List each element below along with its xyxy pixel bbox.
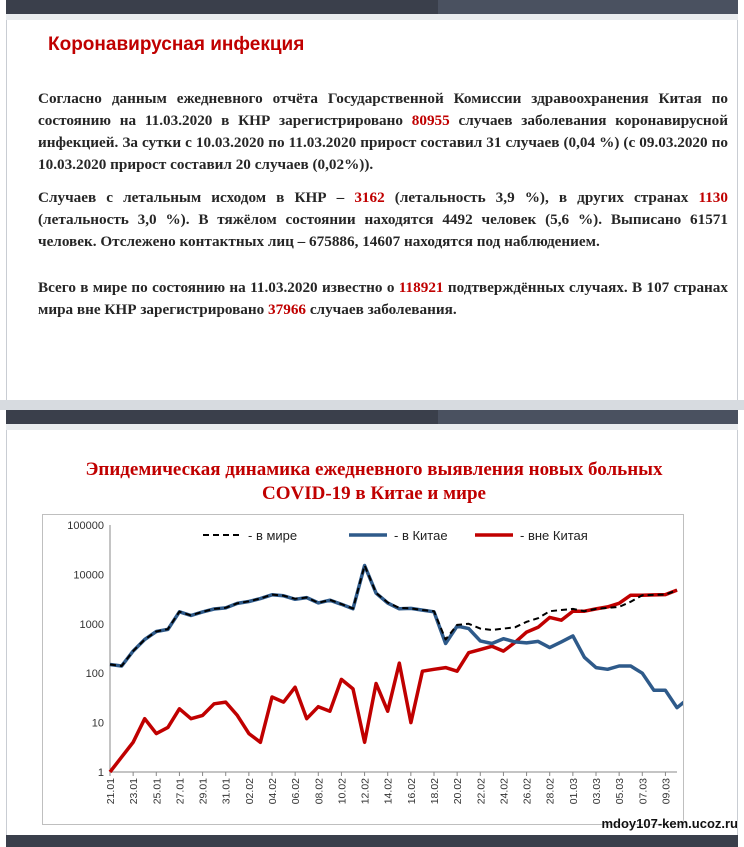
slide-footer-bar — [6, 835, 738, 847]
x-tick-label: 10.02 — [336, 778, 349, 805]
x-tick-label: 20.02 — [452, 778, 465, 805]
x-tick-label: 14.02 — [382, 778, 395, 805]
legend-label: - в Китае — [394, 528, 448, 543]
chart-title — [26, 458, 722, 506]
y-tick-label: 10000 — [73, 569, 104, 582]
x-tick-label: 01.03 — [567, 778, 580, 805]
x-tick-label: 22.02 — [475, 778, 488, 805]
paragraph-text: Всего в мире по состоянию на 11.03.2020 известно о — [38, 279, 399, 296]
paragraph-text: Случаев с летальным исходом в КНР – — [38, 189, 355, 206]
y-tick-label: 100 — [85, 668, 104, 681]
y-tick-label: 10 — [91, 717, 104, 730]
slide-title: Коронавирусная инфекция — [48, 34, 305, 55]
x-tick-label: 12.02 — [359, 778, 372, 805]
x-tick-label: 03.03 — [591, 778, 603, 805]
x-tick-label: 02.02 — [243, 778, 256, 805]
y-tick-label: 1 — [97, 767, 104, 779]
highlighted-number: 3162 — [354, 189, 385, 206]
paragraph-text: случаев заболевания коронавирусной инфекцией. За сутки с 10.03.2020 по 11.03.2020 прирост составил 31 случаев (0,04 %) (с 09.03.2020 по 10.03.2020 прирост составил 20 случаев (0,02%)). — [38, 112, 728, 173]
x-tick-label: 29.01 — [197, 778, 210, 805]
paragraph-text: подтверждённых случаях. В 107 странах мира вне КНР зарегистрировано — [38, 279, 728, 318]
paragraph-world — [38, 277, 728, 321]
slide-info — [6, 0, 738, 400]
x-tick-label: 24.02 — [498, 778, 511, 805]
slide-header-bar — [6, 0, 738, 14]
highlighted-number: 118921 — [398, 279, 444, 296]
legend-label: - в мире — [248, 528, 298, 543]
x-tick-label: 27.01 — [174, 778, 187, 805]
x-tick-label: 05.03 — [614, 778, 627, 805]
series-line-2 — [110, 590, 677, 772]
x-tick-label: 25.01 — [151, 778, 164, 805]
x-tick-label: 07.03 — [637, 778, 650, 805]
x-tick-label: 18.02 — [429, 778, 441, 805]
chart-title-line2: COVID-19 в Китае и мире — [262, 483, 486, 504]
paragraph-text: (летальность 3,9 %), в других странах — [384, 189, 699, 206]
x-tick-label: 21.01 — [105, 778, 117, 805]
slide-header-bar — [6, 410, 738, 424]
x-tick-label: 09.03 — [660, 778, 673, 805]
x-tick-label: 31.01 — [220, 778, 233, 805]
line-chart — [43, 515, 683, 824]
watermark: mdoy107-kem.ucoz.ru — [601, 816, 738, 831]
x-tick-label: 28.02 — [544, 778, 557, 805]
chart-title-line1: Эпидемическая динамика ежедневного выявления новых больных — [85, 459, 663, 480]
paragraph-deaths — [38, 187, 728, 253]
x-tick-label: 16.02 — [405, 778, 418, 805]
highlighted-number: 1130 — [698, 189, 728, 206]
paragraph-text: случаев заболевания. — [306, 301, 457, 318]
y-tick-label: 100000 — [67, 520, 104, 532]
series-line-1 — [110, 566, 683, 708]
x-tick-label: 23.01 — [128, 778, 141, 805]
x-tick-label: 06.02 — [290, 778, 303, 805]
legend-label: - вне Китая — [520, 528, 588, 543]
x-tick-label: 26.02 — [521, 778, 534, 805]
paragraph-cases — [38, 88, 728, 176]
slide-chart — [6, 410, 738, 847]
highlighted-number: 80955 — [411, 112, 450, 129]
x-tick-label: 08.02 — [313, 778, 326, 805]
highlighted-number: 37966 — [268, 301, 307, 318]
y-tick-label: 1000 — [79, 618, 104, 631]
chart-container — [42, 514, 684, 825]
paragraph-text: Согласно данным ежедневного отчёта Государственной Комиссии здравоохранения Китая по состоянию на 11.03.2020 в КНР зарегистрировано — [38, 90, 728, 129]
x-tick-label: 04.02 — [267, 778, 279, 805]
paragraph-text: (летальность 3,0 %). В тяжёлом состоянии находятся 4492 человек (5,6 %). Выписано 61571 человек. Отслежено контактных лиц – 675886, 14607 находятся под наблюдением. — [38, 211, 728, 250]
